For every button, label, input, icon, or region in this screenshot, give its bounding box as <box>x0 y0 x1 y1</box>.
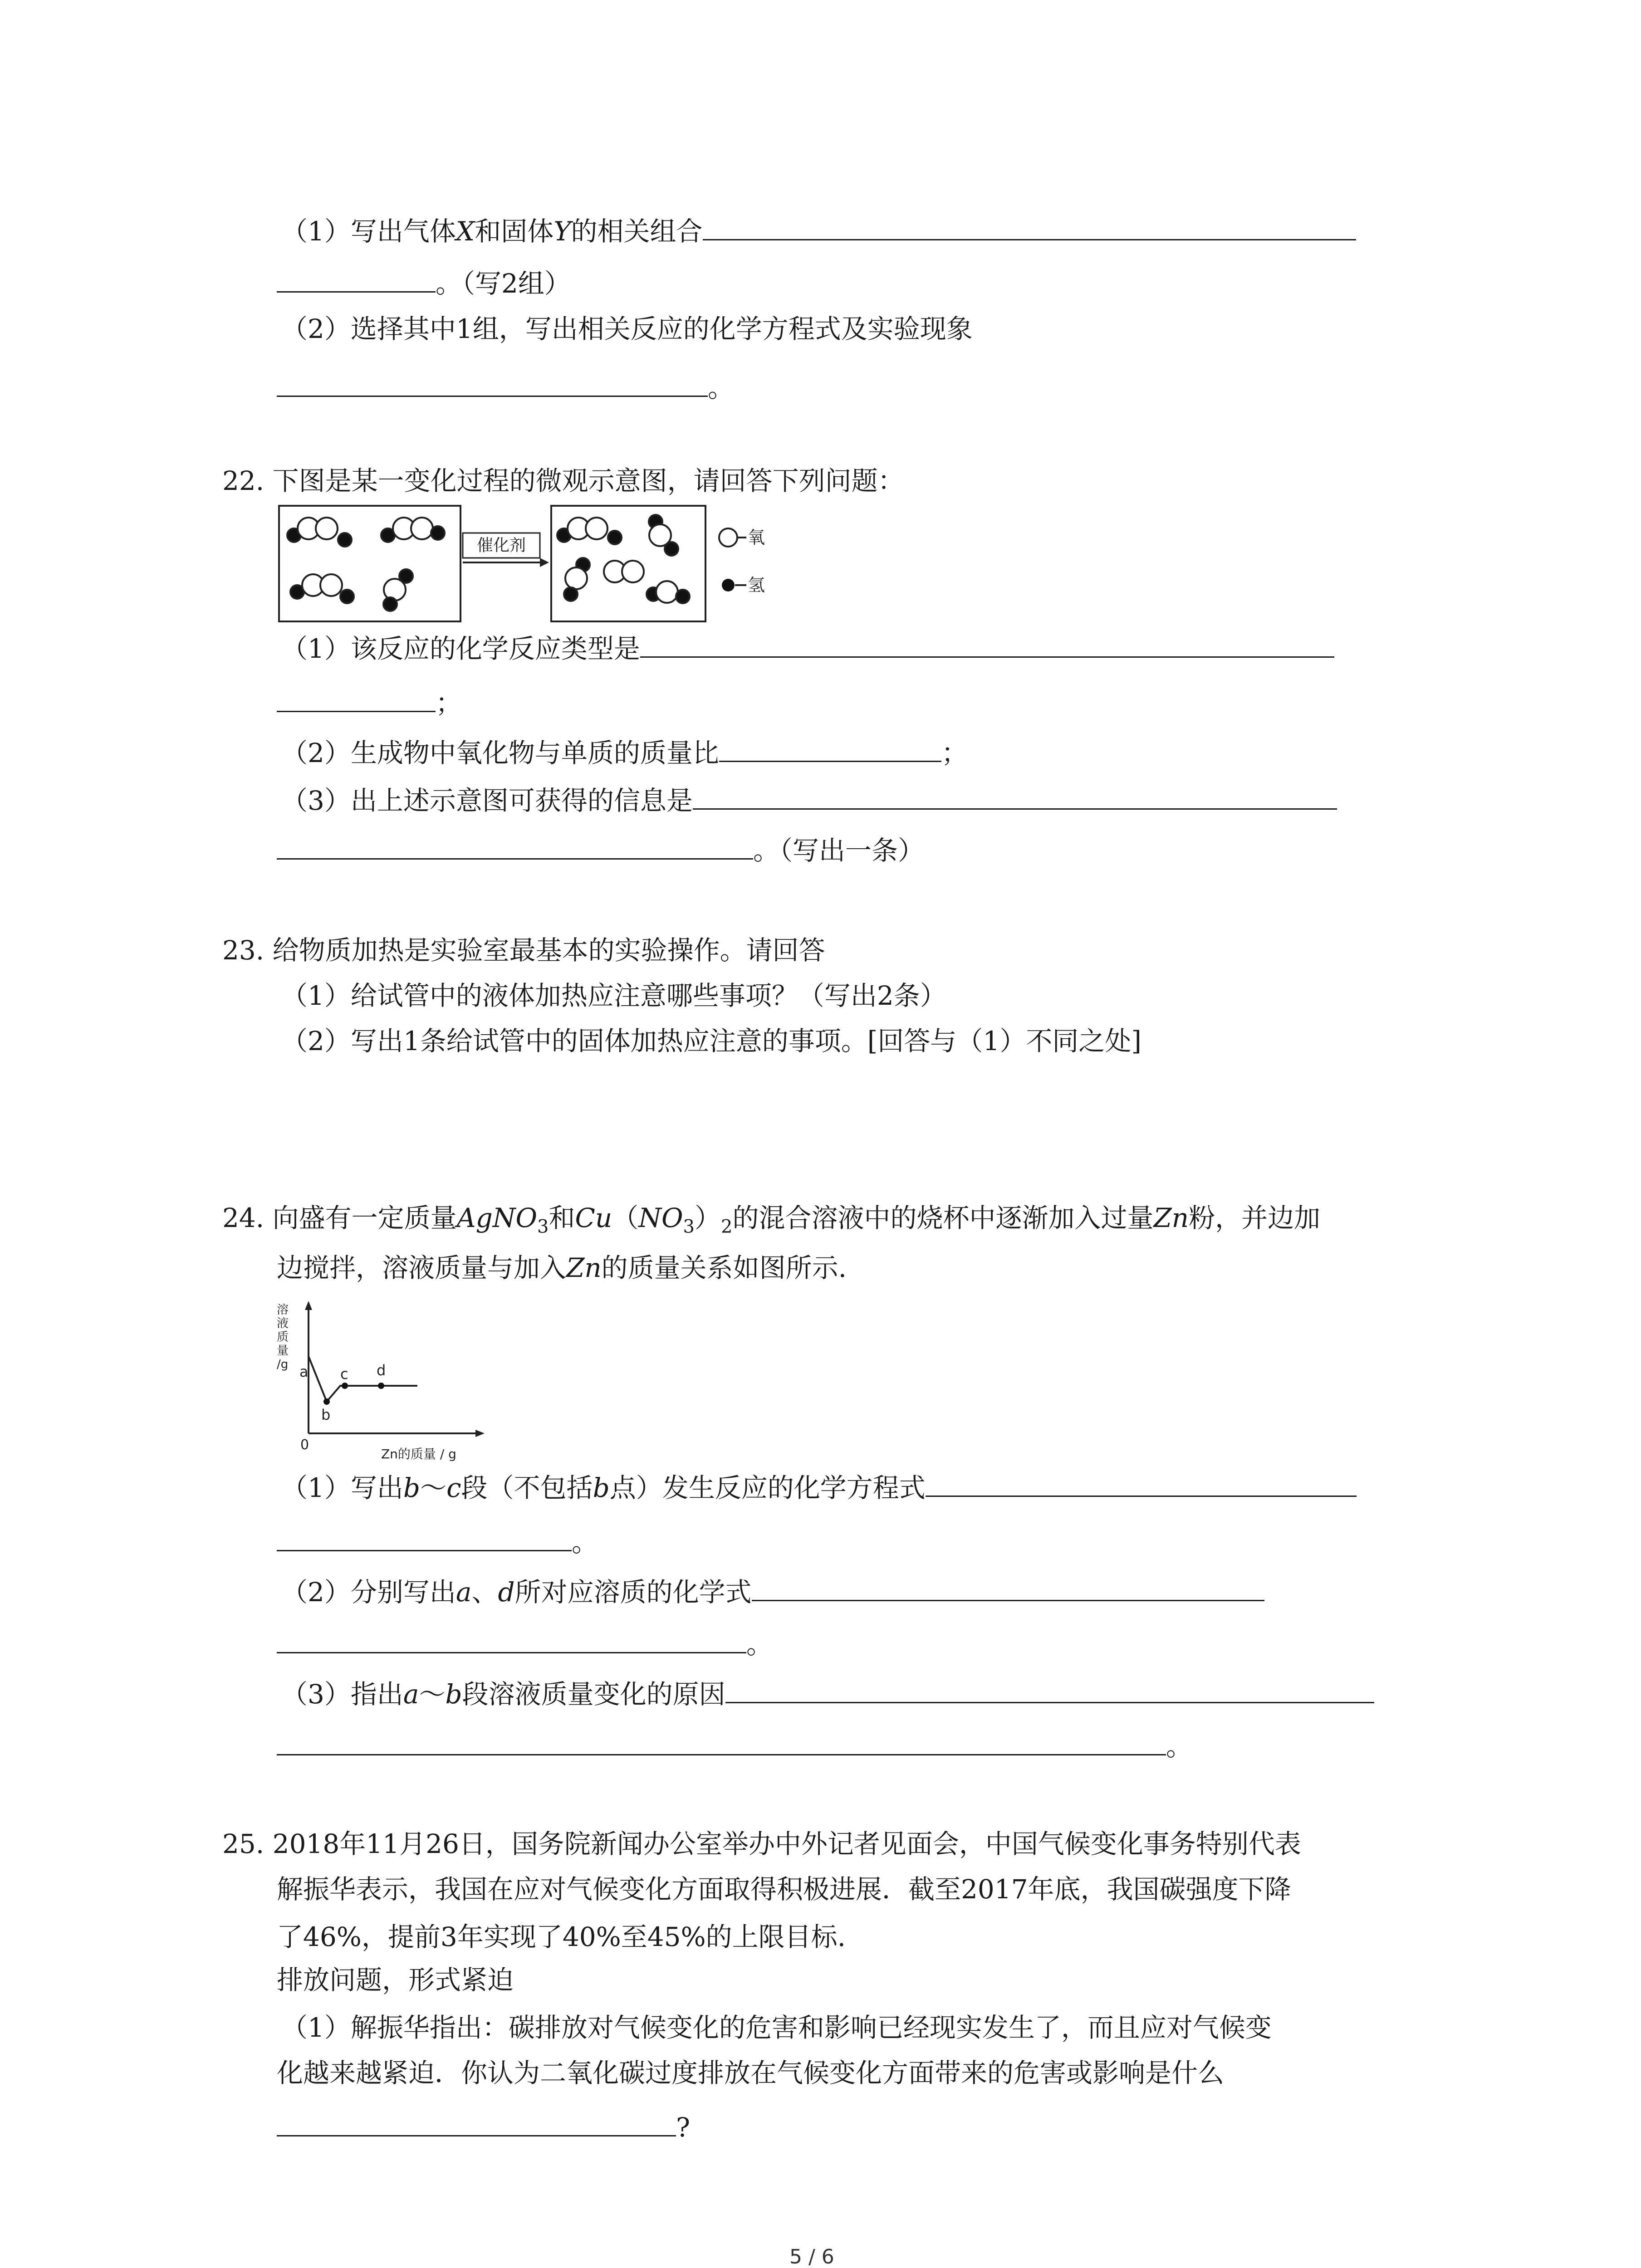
q24-paren-open: （ <box>612 1202 639 1233</box>
answer-blank-q22-1b[interactable] <box>277 687 436 712</box>
answer-blank-q25-1[interactable] <box>277 2112 676 2136</box>
q25-line4-text: 排放问题，形式紧迫 <box>277 1965 514 1995</box>
graph-ylabel: 溶液质量/g <box>277 1303 289 1371</box>
q22-part2 <box>281 737 968 769</box>
q22-part2-text: （2）生成物中氧化物与单质的质量比 <box>281 738 719 768</box>
cuno32-subscript: 2 <box>721 1216 733 1237</box>
answer-blank-q21-1a[interactable] <box>703 215 1356 240</box>
solid-y: Y <box>554 216 571 247</box>
q24-part3-pt-b: b <box>445 1679 462 1710</box>
mass-curve <box>309 1356 417 1402</box>
label-c: c <box>340 1365 348 1383</box>
q24-part1-pt-b: b <box>403 1472 421 1503</box>
q24-part1-end: 。 <box>572 1527 598 1558</box>
q24-part3-b: 段溶液质量变化的原因 <box>462 1679 725 1710</box>
q24-stem-line2b: 的质量关系如图所示. <box>601 1252 847 1283</box>
q24-part2-sep: 、 <box>471 1577 498 1608</box>
q24-part3 <box>281 1678 1374 1710</box>
q24-stem-line2a: 边搅拌，溶液质量与加入 <box>277 1252 567 1283</box>
q24-part3-pt-a: a <box>403 1679 419 1710</box>
q24-stem-a: 24. 向盛有一定质量 <box>222 1202 457 1233</box>
q22-part3-cont <box>277 835 924 866</box>
q21-part1 <box>281 215 1356 247</box>
q22-part3-end: 。（写出一条） <box>753 835 925 866</box>
q23-stem <box>222 934 825 966</box>
q25-line1-text: 25. 2018年11月26日，国务院新闻办公室举办中外记者见面会，中国气候变化事务特别代表 <box>222 1828 1301 1859</box>
reactant-molecules <box>287 518 445 611</box>
answer-blank-q21-2[interactable] <box>277 372 708 397</box>
q24-part2-a: （2）分别写出 <box>281 1577 456 1608</box>
q22-part1-cont <box>277 687 462 719</box>
q21-part2-text: （2）选择其中1组，写出相关反应的化学方程式及实验现象 <box>281 313 973 344</box>
q24-stem-c: 粉，并边加 <box>1189 1202 1321 1233</box>
q24-he: 和 <box>549 1202 575 1233</box>
page-number: 5 / 6 <box>789 2245 834 2268</box>
q22-stem-text: 22. 下图是某一变化过程的微观示意图，请回答下列问题： <box>222 465 904 496</box>
q25-line6-text: 化越来越紧迫．你认为二氧化碳过度排放在气候变化方面带来的危害或影响是什么 <box>277 2058 1225 2088</box>
q24-part3-cont <box>277 1730 1192 1762</box>
q23-part1-text: （1）给试管中的液体加热应注意哪些事项？（写出2条） <box>281 980 946 1011</box>
q23-part2 <box>281 1025 1141 1057</box>
agno3-formula: AgNO <box>456 1202 538 1233</box>
graph-origin: 0 <box>300 1437 309 1453</box>
q24-stem-line1 <box>222 1202 1320 1243</box>
q25-line2-text: 解振华表示，我国在应对气候变化方面取得积极进展．截至2017年底，我国碳强度下降 <box>277 1874 1291 1905</box>
q25-line7-end: ? <box>676 2112 691 2143</box>
legend-oxygen: 氧 <box>748 528 765 547</box>
label-a: a <box>299 1363 309 1380</box>
q25-line1 <box>222 1828 1301 1860</box>
zn-symbol: Zn <box>1153 1202 1189 1233</box>
gas-x: X <box>456 216 475 247</box>
q25-line3-text: 了46%，提前3年实现了40%至45%的上限目标. <box>277 1921 846 1952</box>
q23-part1 <box>281 980 946 1012</box>
point-d <box>378 1383 384 1389</box>
answer-blank-q24-2b[interactable] <box>277 1628 746 1653</box>
q22-part1-text: （1）该反应的化学反应类型是 <box>281 633 640 664</box>
no3-formula: NO <box>638 1202 683 1233</box>
q25-line2 <box>277 1873 1291 1905</box>
q23-part2-text: （2）写出1条给试管中的固体加热应注意的事项。[回答与（1）不同之处] <box>281 1026 1141 1056</box>
q25-line4 <box>277 1964 514 1996</box>
q24-part3-a: （3）指出 <box>281 1679 403 1710</box>
no3-subscript: 3 <box>683 1216 695 1237</box>
label-b: b <box>321 1406 331 1423</box>
q24-part2 <box>281 1576 1264 1608</box>
q22-part3-text: （3）出上述示意图可获得的信息是 <box>281 785 693 816</box>
q22-stem <box>222 465 904 497</box>
q21-part1-cont <box>277 268 571 299</box>
legend-hydrogen: 氢 <box>748 575 765 595</box>
q25-line6 <box>277 2057 1224 2089</box>
q24-part3-end: 。 <box>1166 1731 1193 1762</box>
q25-line3 <box>277 1921 846 1953</box>
q24-part1-tilde: ～ <box>420 1472 447 1503</box>
q24-part2-pt-d: d <box>498 1577 515 1608</box>
q24-paren-close: ） <box>695 1202 721 1233</box>
q24-part3-tilde: ～ <box>419 1679 446 1710</box>
q24-part1-b: 段（不包括 <box>461 1472 593 1503</box>
q21-part1-tail: 的相关组合 <box>571 216 703 247</box>
answer-blank-q22-3a[interactable] <box>693 785 1337 810</box>
q25-line7 <box>277 2112 690 2143</box>
q24-stem-b: 的混合溶液中的烧杯中逐渐加入过量 <box>732 1202 1154 1233</box>
graph-xlabel: Zn的质量 / g <box>381 1447 456 1461</box>
diagram-legend <box>719 528 765 595</box>
q21-part2-end: 。 <box>708 372 735 403</box>
q22-part1 <box>281 633 1334 665</box>
answer-blank-q24-2a[interactable] <box>752 1576 1264 1601</box>
q22-micro-diagram <box>277 503 812 626</box>
q24-part2-pt-a: a <box>456 1577 472 1608</box>
q24-part1-c: 点）发生反应的化学方程式 <box>609 1472 926 1503</box>
hydrogen-atom-icon <box>722 579 735 591</box>
answer-blank-q22-2[interactable] <box>719 737 941 762</box>
answer-blank-q24-3a[interactable] <box>725 1678 1374 1703</box>
q21-part2 <box>281 313 973 345</box>
q24-part1-cont <box>277 1526 598 1558</box>
q24-part1-a: （1）写出 <box>281 1472 403 1503</box>
q21-part1-end: 。（写2组） <box>436 268 571 299</box>
answer-blank-q22-1a[interactable] <box>640 633 1334 658</box>
reaction-diagram-svg <box>277 503 812 626</box>
q25-line5 <box>281 2012 1272 2043</box>
answer-blank-q21-1b[interactable] <box>277 268 436 293</box>
solution-mass-graph-svg <box>272 1297 499 1470</box>
q21-and: 和固体 <box>475 216 554 247</box>
q25-line5-text: （1）解振华指出：碳排放对气候变化的危害和影响已经现实发生了，而且应对气候变 <box>281 2012 1272 2043</box>
q21-part1-label: （1）写出气体 <box>281 216 456 247</box>
answer-blank-q24-3b[interactable] <box>277 1730 1166 1755</box>
agno3-subscript: 3 <box>537 1216 549 1237</box>
q24-part1-pt-b2: b <box>593 1472 610 1503</box>
point-c <box>342 1383 348 1389</box>
zn-symbol-2: Zn <box>566 1252 602 1283</box>
answer-blank-q22-3b[interactable] <box>277 835 753 860</box>
q24-mass-graph <box>272 1297 499 1470</box>
q24-part1 <box>281 1472 1357 1504</box>
q22-part2-end: ； <box>941 738 968 768</box>
q24-stem-line2 <box>277 1252 847 1284</box>
answer-blank-q24-1b[interactable] <box>277 1526 572 1551</box>
q21-part2-cont <box>277 372 734 404</box>
product-molecules <box>557 515 690 603</box>
q23-stem-text: 23. 给物质加热是实验室最基本的实验操作。请回答 <box>222 935 825 966</box>
cu-formula: Cu <box>575 1202 612 1233</box>
q22-part3 <box>281 785 1337 816</box>
oxygen-atom-icon <box>719 528 737 547</box>
q22-part1-end: ； <box>436 688 462 719</box>
point-b <box>323 1398 330 1405</box>
q24-part1-pt-c: c <box>446 1472 461 1503</box>
label-d: d <box>377 1362 386 1379</box>
q24-part2-end: 。 <box>746 1629 773 1660</box>
catalyst-label: 催化剂 <box>476 536 526 555</box>
answer-blank-q24-1a[interactable] <box>926 1472 1357 1497</box>
q24-part2-cont <box>277 1628 773 1660</box>
q24-part2-b: 所对应溶质的化学式 <box>514 1577 752 1608</box>
